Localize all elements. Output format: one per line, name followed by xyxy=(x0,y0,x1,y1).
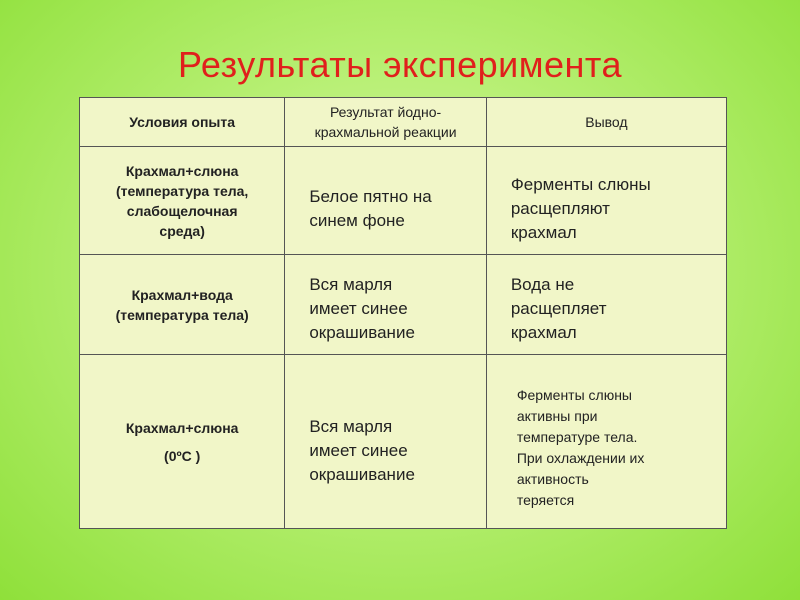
conclusion-line: крахмал xyxy=(510,222,577,242)
conclusion-cell xyxy=(486,147,726,255)
header-result xyxy=(285,98,486,147)
condition-line: (температура тела) xyxy=(115,306,249,323)
result-line: Белое пятно на xyxy=(309,186,432,206)
conclusion-cell xyxy=(486,355,726,529)
result-line: имеет синее xyxy=(309,440,408,460)
conclusion-line: расщепляют xyxy=(510,198,610,218)
condition-cell xyxy=(80,255,285,355)
header-result-line: крахмальной реакции xyxy=(314,124,457,140)
condition-line: Крахмал+слюна xyxy=(125,419,239,436)
condition-line: (температура тела, xyxy=(116,182,249,199)
result-line: Вся марля xyxy=(309,416,393,436)
slide-title: Результаты эксперимента xyxy=(177,44,623,85)
result-cell xyxy=(285,147,486,255)
conclusion-line: температуре тела. xyxy=(516,429,638,445)
conclusion-line: теряется xyxy=(516,492,575,508)
header-result-line: Результат йодно- xyxy=(329,104,442,120)
conclusion-line: Ферменты слюны xyxy=(510,174,651,194)
conclusion-line: расщепляет xyxy=(510,298,607,318)
conclusion-line: активны при xyxy=(516,408,598,424)
table-row xyxy=(80,147,727,255)
condition-cell xyxy=(80,147,285,255)
result-cell xyxy=(285,255,486,355)
result-line: окрашивание xyxy=(309,322,415,342)
condition-line: слабощелочная xyxy=(126,202,238,219)
condition-cell xyxy=(80,355,285,529)
table-row xyxy=(80,355,727,529)
result-line: синем фоне xyxy=(309,210,405,230)
condition-line: Крахмал+слюна xyxy=(125,162,239,179)
result-cell xyxy=(285,355,486,529)
header-conditions: Условия опыта xyxy=(80,98,285,147)
condition-line: Крахмал+вода xyxy=(131,286,233,303)
table-header-row xyxy=(80,98,727,147)
result-line: имеет синее xyxy=(309,298,408,318)
table-row xyxy=(80,255,727,355)
condition-line: среда) xyxy=(159,222,205,239)
result-line: окрашивание xyxy=(309,464,415,484)
results-table xyxy=(79,97,727,529)
conclusion-cell xyxy=(486,255,726,355)
conclusion-line: крахмал xyxy=(510,322,577,342)
header-conclusion: Вывод xyxy=(486,98,726,147)
conclusion-line: активность xyxy=(516,471,589,487)
conclusion-line: При охлаждении их xyxy=(516,450,645,466)
result-line: Вся марля xyxy=(309,274,393,294)
condition-line: (0ºC ) xyxy=(164,447,201,464)
conclusion-line: Ферменты слюны xyxy=(516,387,632,403)
conclusion-line: Вода не xyxy=(510,274,575,294)
